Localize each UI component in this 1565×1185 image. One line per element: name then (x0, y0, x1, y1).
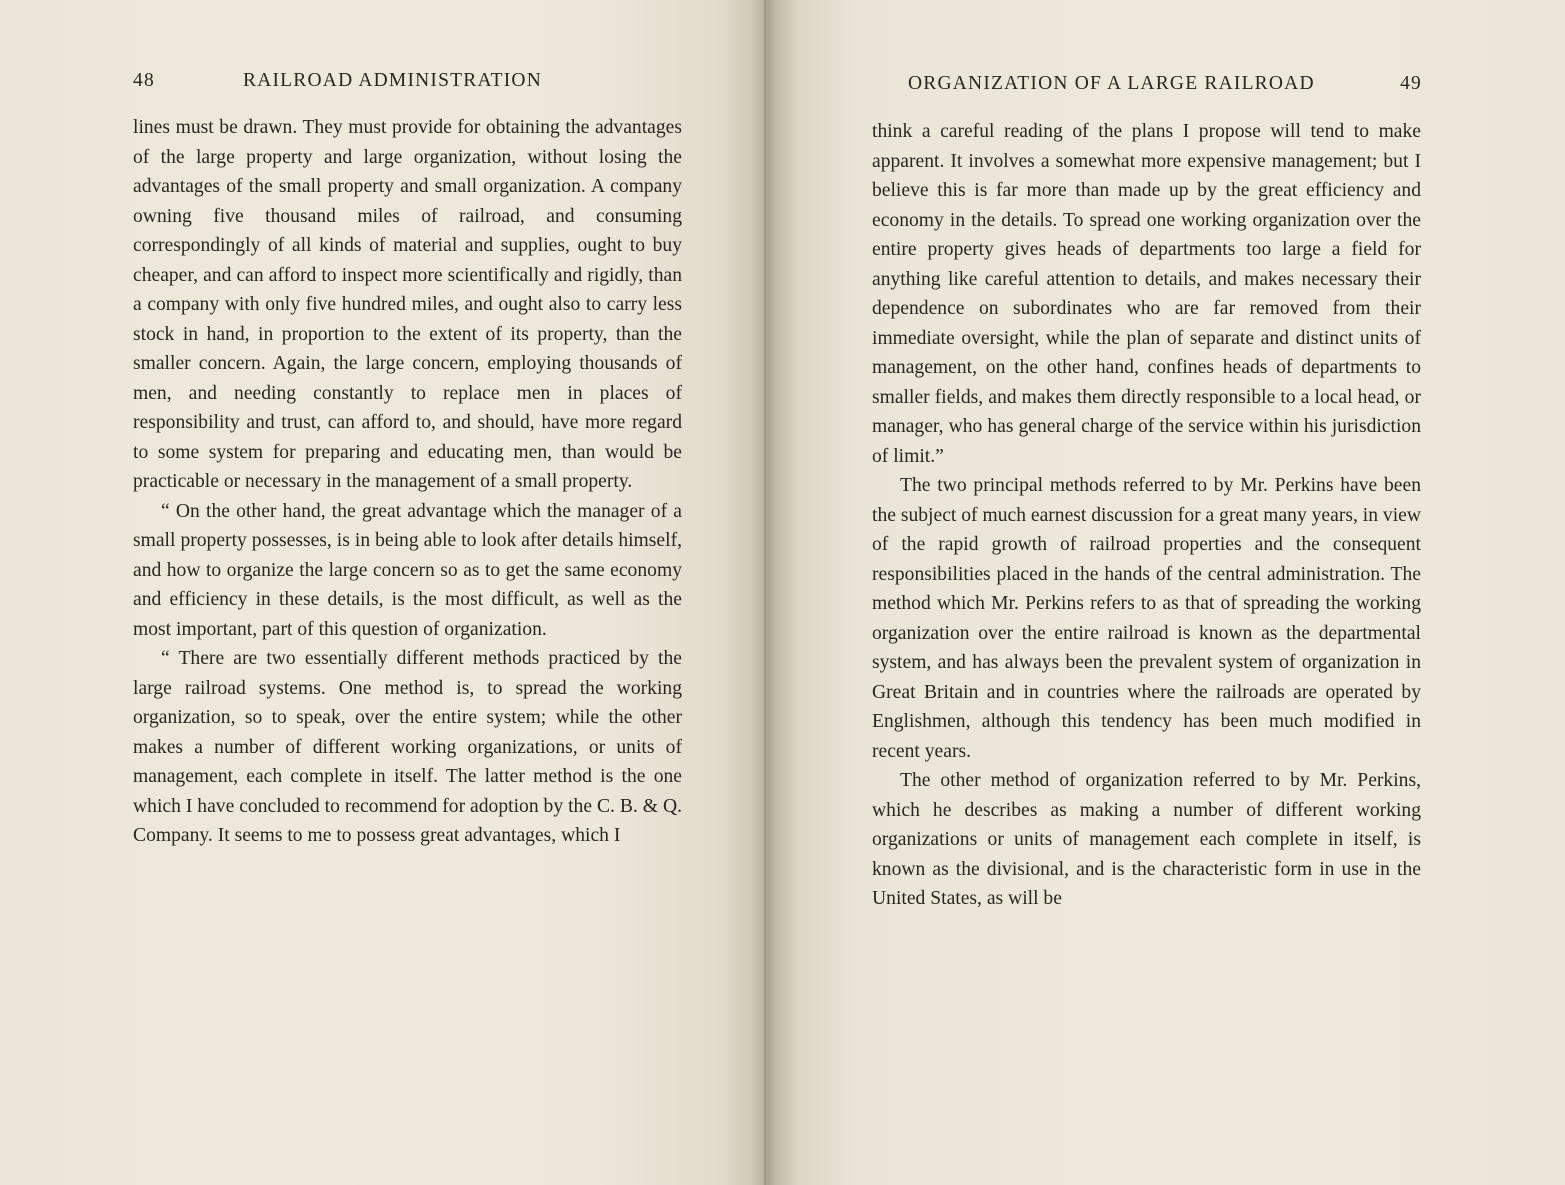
left-page (0, 0, 760, 1185)
right-paragraph-2: The two principal methods referred to by Mr. Perkins have been the subject of much earnest discussion for a great many years, in view of the rapid growth of railroad properties and the consequent responsibilities placed in the hands of the central administration. The method which Mr. Perkins refers to as that of spreading the working organization over the entire railroad is known as the departmental system, and has always been the prevalent system of organization in Great Britain and in countries where the railroads are operated by Englishmen, although this tendency has been much modified in recent years. (872, 475, 1421, 762)
right-page-body (872, 117, 1421, 914)
left-page-body (133, 113, 682, 851)
right-running-title: ORGANIZATION OF A LARGE RAILROAD (908, 73, 1315, 94)
left-running-title: RAILROAD ADMINISTRATION (243, 70, 542, 91)
right-page (778, 0, 1565, 1185)
right-paragraph-3: The other method of organization referred to by Mr. Perkins, which he describes as making a number of different working organizations or units of management each complete in itself, is known as the divisional, and is the characteristic form in use in the United States, as will be (872, 770, 1421, 909)
left-paragraph-3: “ There are two essentially different methods practiced by the large railroad systems. One method is, to spread the working organization, so to speak, over the entire system; while the other makes a number of different working organizations, or units of management, each complete in itself. The latter method is the one which I have concluded to recommend for adoption by the C. B. & Q. Company. It seems to me to possess great advantages, which I (133, 648, 682, 846)
book-gutter (764, 0, 766, 1185)
left-page-number: 48 (133, 70, 155, 91)
left-paragraph-2: “ On the other hand, the great advantage which the manager of a small property possesses, is in being able to look after details himself, and how to organize the large concern so as to get the same economy and efficiency in these details, is the most difficult, as well as the most important, part of this question of organization. (133, 500, 682, 640)
left-paragraph-1: lines must be drawn. They must provide for obtaining the advantages of the large property and large organization, without losing the advantages of the small property and small organization. A company owning five thousand miles of railroad, and consuming correspondingly of all kinds of material and supplies, ought to buy cheaper, and can afford to inspect more scientifically and rigidly, than a company with only five hundred miles, and ought also to carry less stock in hand, in proportion to the extent of its property, than the smaller concern. Again, the large concern, employing thousands of men, and needing constantly to replace men in places of responsibility and trust, can afford to, and should, have more regard to some system for preparing and educating men, than would be practicable or necessary in the management of a small property. (133, 117, 682, 492)
right-page-number: 49 (1400, 73, 1422, 94)
right-paragraph-1: think a careful reading of the plans I propose will tend to make apparent. It involves a somewhat more expensive management; but I believe this is far more than made up by the great efficiency and economy in the details. To spread one working organization over the entire property gives heads of departments too large a field for anything like careful attention to details, and makes necessary their dependence on subordinates who are far removed from their immediate oversight, while the plan of separate and distinct units of management, on the other hand, confines heads of departments to smaller fields, and makes them directly responsible to a local head, or manager, who has general charge of the service within his jurisdiction of limit.” (872, 121, 1421, 467)
